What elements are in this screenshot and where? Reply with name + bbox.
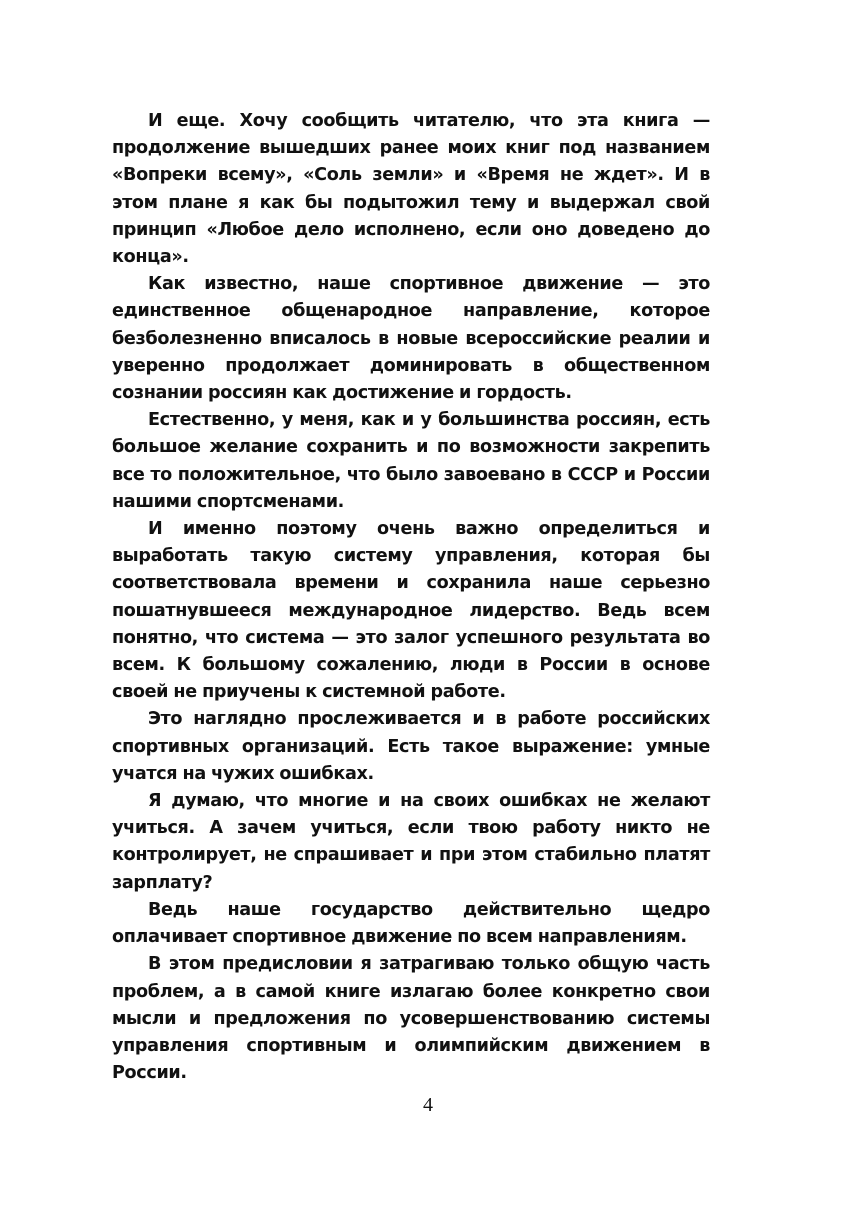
paragraph-2: Как известно, наше спортивное движение — это единственное общенародное направление, которое безболезненно вписалось в новые всероссийские реалии и уверенно продолжает доминировать в общественном сознании россиян как достижение и гордость. — [112, 274, 710, 404]
paragraph-7: Ведь наше государство действительно щедро оплачивает спортивное движение по всем направлениям. — [112, 899, 710, 948]
paragraph-8: В этом предисловии я затрагиваю только общую часть проблем, а в самой книге излагаю более конкретно свои мысли и предложения по усовершенствованию системы управления спортивным и олимпийским движением в России. — [112, 954, 710, 1084]
paragraph-4: И именно поэтому очень важно определиться и выработать такую систему управления, которая бы соответствовала времени и сохранила наше серьезно пошатнувшееся международное лидерство. Ведь всем понятно, что система — это залог успешного результата во всем. К большому сожалению, люди в России в основе своей не приучены к системной работе. — [112, 519, 710, 703]
paragraph-6: Я думаю, что многие и на своих ошибках не желают учиться. А зачем учиться, если твою работу никто не контролирует, не спрашивает и при этом стабильно платят зарплату? — [112, 791, 710, 893]
page-number: 4 — [423, 1094, 433, 1116]
body-text — [112, 108, 710, 1087]
paragraph-1: И еще. Хочу сообщить читателю, что эта книга — продолжение вышедших ранее моих книг под названием «Вопреки всему», «Соль земли» и «Время не ждет». И в этом плане я как бы подытожил тему и выдержал свой принцип «Любое дело исполнено, если оно доведено до конца». — [112, 111, 710, 268]
paragraph-5: Это наглядно прослеживается и в работе российских спортивных организаций. Есть такое выражение: умные учатся на чужих ошибках. — [112, 709, 710, 784]
paragraph-3: Естественно, у меня, как и у большинства россиян, есть большое желание сохранить и по возможности закрепить все то положительное, что было завоевано в СССР и России нашими спортсменами. — [112, 410, 710, 512]
